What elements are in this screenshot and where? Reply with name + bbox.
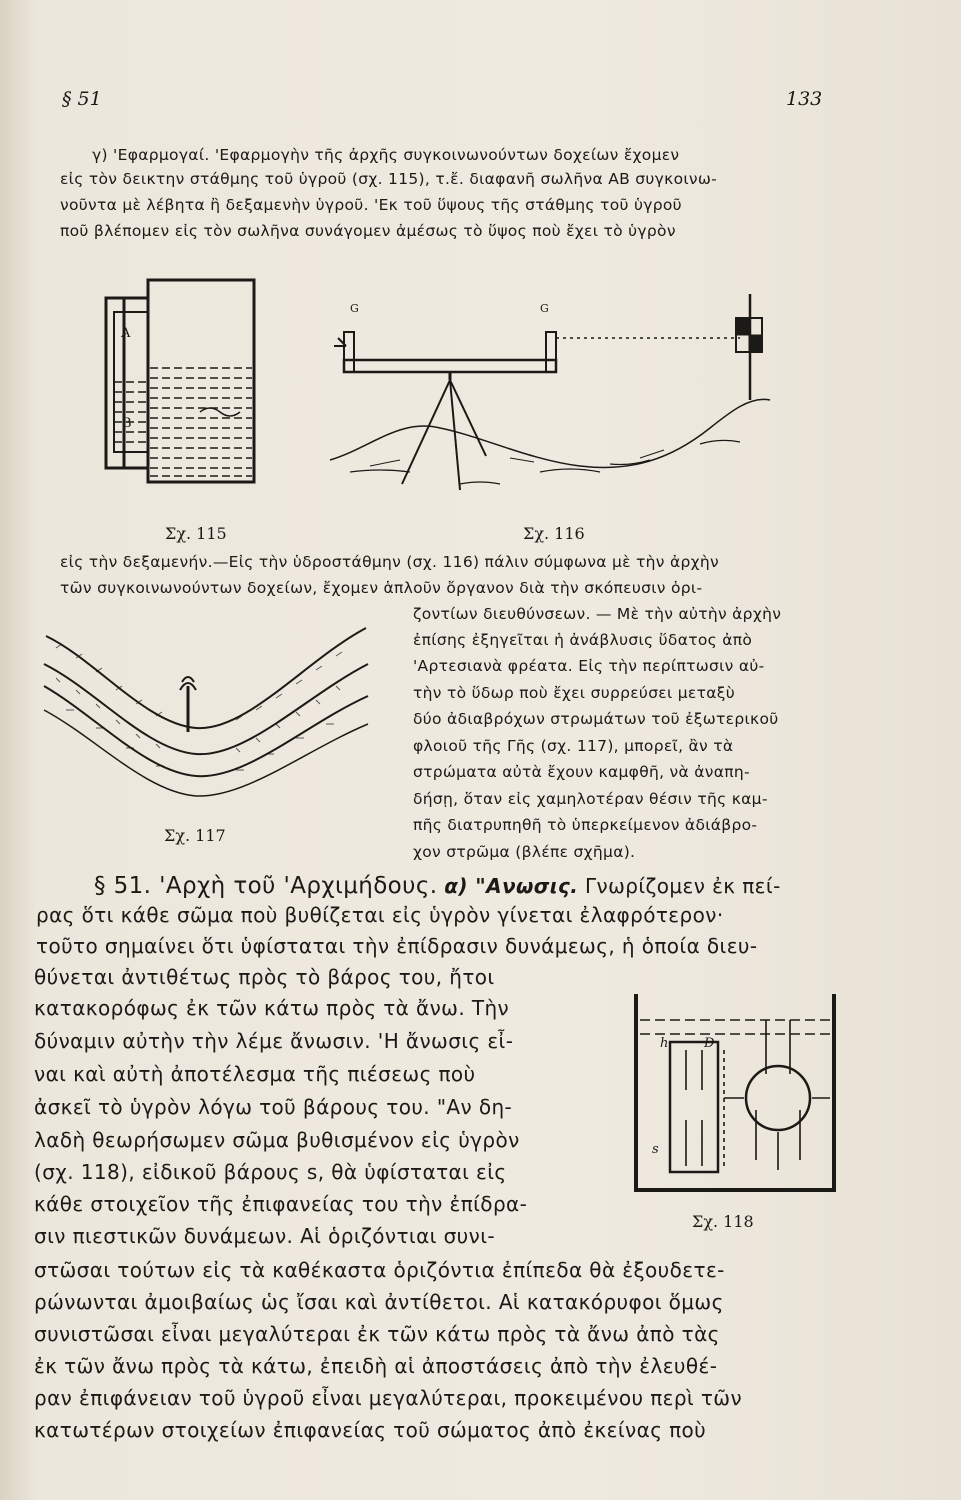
text-line: κατακορόφως ἐκ τῶν κάτω πρὸς τὰ ἄνω. Τὴν: [34, 996, 510, 1020]
text-line: γ) 'Εφαρμογαί. 'Εφαρμογὴν τῆς ἀρχῆς συγκοινωνούντων δοχείων ἔχομεν: [92, 146, 680, 164]
text-line: θύνεται ἀντιθέτως πρὸς τὸ βάρος του, ἤτοι: [34, 965, 495, 989]
subheading: α) "Ανωσις.: [444, 874, 579, 898]
text-line: τὴν τὸ ὕδωρ ποὺ ἔχει συρρεύσει μεταξὺ: [413, 684, 735, 702]
text-line: συνιστῶσαι εἶναι μεγαλύτεραι ἐκ τῶν κάτω πρὸς τὰ ἄνω ἀπὸ τὰς: [34, 1322, 720, 1346]
text-line: τῶν συγκοινωνούντων δοχείων, ἔχομεν ἁπλοῦν ὄργανον διὰ τὴν σκόπευσιν ὁρι-: [60, 579, 703, 597]
text-line: τοῦτο σημαίνει ὅτι ὑφίσταται τὴν ἐπίδρασιν δυνάμεως, ἡ ὁποία διευ-: [36, 934, 758, 958]
text-line: λαδὴ θεωρήσωμεν σῶμα βυθισμένον εἰς ὑγρὸν: [34, 1128, 520, 1152]
text-line: ποῦ βλέπομεν εἰς τὸν σωλῆνα συνάγομεν ἀμέσως τὸ ὕψος ποὺ ἔχει τὸ ὑγρὸν: [60, 222, 676, 240]
text-line: κατωτέρων στοιχείων ἐπιφανείας τοῦ σώματος ἀπὸ ἐκείνας ποὺ: [34, 1418, 707, 1442]
label-a: A: [121, 326, 131, 341]
text-line: σιν πιεστικῶν δυνάμεων. Αἱ ὁριζόντιαι συνι-: [34, 1224, 495, 1248]
section-title: § 51. 'Αρχὴ τοῦ 'Αρχιμήδους.: [94, 873, 438, 899]
text-line: στῶσαι τούτων εἰς τὰ καθέκαστα ὁριζόντια ἐπίπεδα θὰ ἐξουδετε-: [34, 1258, 725, 1282]
text-line: κάθε στοιχεῖον τῆς ἐπιφανείας του τὴν ἐπίδρα-: [34, 1192, 528, 1216]
label-g-right: G: [540, 302, 549, 315]
text-line: νοῦντα μὲ λέβητα ἢ δεξαμενὴν ὑγροῦ. 'Εκ τοῦ ὕψους τῆς στάθμης τοῦ ὑγροῦ: [60, 196, 682, 214]
text-line: 'Αρτεσιανὰ φρέατα. Εἰς τὴν περίπτωσιν αὐ-: [413, 657, 765, 675]
heading-rest: Γνωρίζομεν ἐκ πεί-: [584, 874, 781, 898]
text-line: ζοντίων διευθύνσεων. — Μὲ τὴν αὐτὴν ἀρχὴν: [413, 605, 782, 623]
caption-fig-115: Σχ. 115: [165, 524, 227, 543]
label-s: s: [652, 1142, 659, 1157]
label-g-left: G: [350, 302, 359, 315]
figure-117-artesian-well: [36, 620, 376, 800]
text-line: φλοιοῦ τῆς Γῆς (σχ. 117), μπορεῖ, ἂν τὰ: [413, 737, 734, 755]
text-line: πῆς διατρυπηθῆ τὸ ὑπερκείμενον ἀδιάβρο-: [413, 816, 758, 834]
caption-fig-116: Σχ. 116: [523, 524, 585, 543]
text-line: ἐκ τῶν ἄνω πρὸς τὰ κάτω, ἐπειδὴ αἱ ἀποστάσεις ἀπὸ τὴν ἐλευθέ-: [34, 1354, 718, 1378]
text-line: δύναμιν αὐτὴν τὴν λέμε ἄνωσιν. 'Η ἄνωσις εἶ-: [34, 1029, 514, 1053]
text-line: εἰς τὴν δεξαμενήν.—Εἰς τὴν ὑδροστάθμην (σχ. 116) πάλιν σύμφωνα μὲ τὴν ἀρχὴν: [60, 553, 719, 571]
page-number: 133: [786, 88, 823, 110]
section-heading: [94, 873, 781, 899]
label-b: B: [122, 416, 132, 431]
label-d: D: [704, 1036, 715, 1051]
text-line: ἐπίσης ἐξηγεῖται ἡ ἀνάβλυσις ὕδατος ἀπὸ: [413, 631, 753, 649]
text-line: ἀσκεῖ τὸ ὑγρὸν λόγω τοῦ βάρους του. "Αν δη-: [34, 1095, 513, 1119]
text-line: δήσῃ, ὅταν εἰς χαμηλοτέραν θέσιν τῆς καμ-: [413, 790, 768, 808]
figure-118-buoyancy: [626, 990, 844, 1200]
text-line: ρώνωνται ἀμοιβαίως ὡς ἴσαι καὶ ἀντίθετοι. Αἱ κατακόρυφοι ὅμως: [34, 1290, 724, 1314]
text-line: εἰς τὸν δεικτην στάθμης τοῦ ὑγροῦ (σχ. 115), τ.ἔ. διαφανῆ σωλῆνα ΑΒ συγκοινω-: [60, 170, 718, 188]
text-line: δύο ἀδιαβρόχων στρωμάτων τοῦ ἐξωτερικοῦ: [413, 710, 779, 728]
section-marker: § 51: [62, 88, 102, 110]
text-line: (σχ. 118), εἰδικοῦ βάρους s, θὰ ὑφίσταται εἰς: [34, 1160, 507, 1184]
label-h: h: [660, 1036, 669, 1051]
figure-116-water-level: [310, 288, 800, 503]
text-line: ναι καὶ αὐτὴ ἀποτέλεσμα τῆς πιέσεως ποὺ: [34, 1062, 476, 1086]
caption-fig-117: Σχ. 117: [164, 826, 226, 845]
text-line: στρώματα αὐτὰ ἔχουν καμφθῆ, νὰ ἀναπη-: [413, 763, 750, 781]
figure-115-level-gauge: [100, 272, 260, 492]
caption-fig-118: Σχ. 118: [692, 1212, 754, 1231]
text-line: ρας ὅτι κάθε σῶμα ποὺ βυθίζεται εἰς ὑγρὸν γίνεται ἐλαφρότερον·: [36, 903, 724, 927]
text-line: ραν ἐπιφάνειαν τοῦ ὑγροῦ εἶναι μεγαλύτεραι, προκειμένου περὶ τῶν: [34, 1386, 743, 1410]
text-line: χον στρῶμα (βλέπε σχῆμα).: [413, 843, 636, 861]
